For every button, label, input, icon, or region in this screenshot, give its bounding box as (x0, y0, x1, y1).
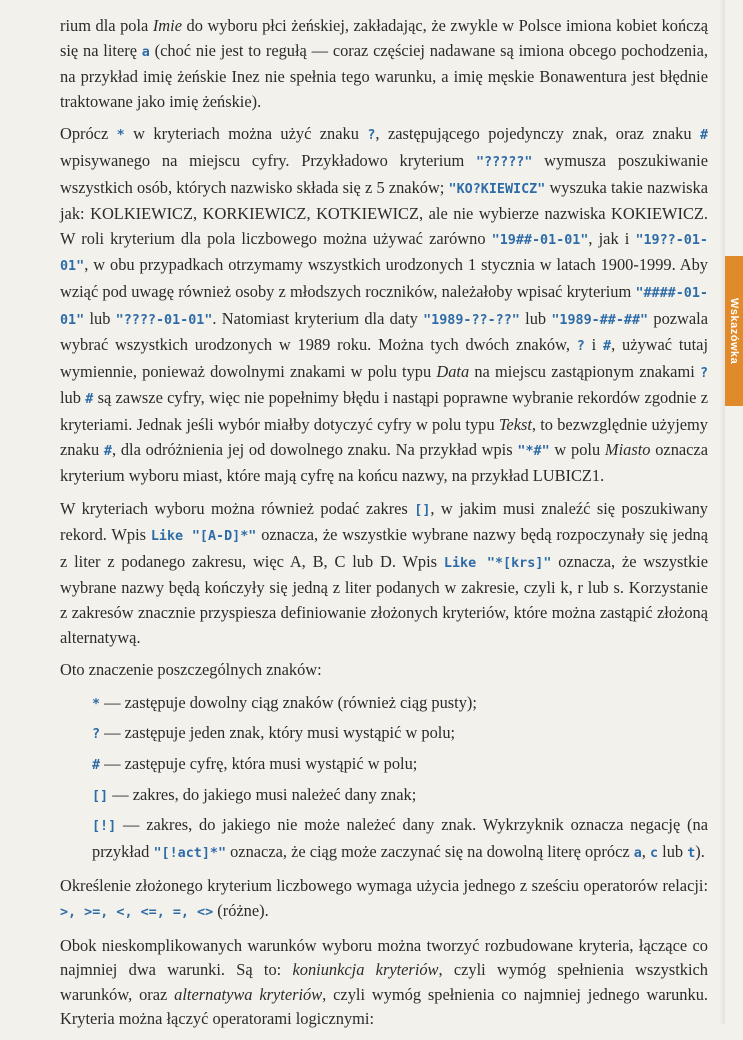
code: "19##-01-01" (491, 232, 589, 248)
code: a (633, 845, 642, 861)
field-name: Miasto (604, 439, 651, 459)
code: # (103, 443, 112, 459)
text: (choć nie jest to regułą — coraz częściej nadawane są imiona obcego pochodzenia, na przykład imię żeńskie Inez nie spełnia tego warunku, a imię męskie Bonawentura jest błędnie traktowane jako imię żeńskie). (60, 40, 709, 111)
symbol: ? (92, 727, 101, 743)
paragraph-4 (60, 658, 708, 683)
text: Obok nieskomplikowanych warunków wyboru można tworzyć rozbudowane kryteria, łączące co najmniej dwa warunki. Są to: (60, 935, 708, 980)
code: a (141, 44, 150, 60)
side-tab (725, 256, 743, 406)
text: pozwala wybrać wszystkich urodzonych w 1989 roku. Można tych dwóch znaków, (60, 308, 708, 355)
symbol: [!] (92, 819, 117, 835)
text: , czyli wymóg spełnienia wszystkich warunków, oraz (60, 960, 708, 1004)
code: "19??-01-01" (60, 232, 708, 275)
code: "*#" (517, 443, 550, 459)
code: t (687, 845, 696, 861)
side-tab-label: Wskazówka (728, 297, 740, 365)
text: , czyli wymóg spełnienia co najmniej jednego warunku. Kryteria można łączyć operatorami logicznymi: (60, 984, 708, 1029)
text: na miejscu zastąpionym znakami (469, 361, 700, 381)
code: ? (699, 365, 708, 381)
text: (różne). (213, 901, 269, 920)
paragraph-2 (60, 122, 708, 488)
symbol-desc: — zastępuje cyfrę, która musi wystąpić w polu; (100, 754, 418, 774)
code: "????-01-01" (115, 312, 213, 328)
code: [] (414, 502, 431, 518)
text: , w obu przypadkach otrzymamy wszystkich urodzonych 1 stycznia w latach 1900-1999. Aby wziąć pod uwagę również osoby z młodszych roczników, należałoby wpisać kryterium (60, 255, 708, 301)
paragraph-3 (60, 497, 708, 651)
text: oznacza, że ciąg może zaczynać się na dowolną literę oprócz (226, 841, 634, 861)
text: , zastępującego pojedynczy znak, oraz znaku (375, 124, 700, 144)
text: , jak i (588, 228, 636, 248)
code: "####-01-01" (60, 285, 708, 328)
text: do wyboru płci żeńskiej, zakładając, że zwykle w Polsce imiona kobiet kończą się na literę (60, 16, 708, 60)
code: c (650, 845, 659, 861)
symbol-desc: — zakres, do jakiego musi należeć dany znak; (108, 784, 417, 804)
term: koniunkcja kryteriów (292, 960, 439, 980)
code: ? (576, 339, 585, 355)
code: # (699, 128, 709, 144)
text: w kryteriach można użyć znaku (124, 124, 368, 144)
text: . Natomiast kryterium dla daty (212, 308, 424, 328)
text: rium dla pola (60, 16, 153, 35)
code: "1989-##-##" (551, 312, 649, 328)
code: Like "*[krs]" (443, 555, 552, 571)
code: "1989-??-??" (423, 312, 520, 328)
list-item (92, 783, 708, 810)
list-item (92, 691, 708, 718)
symbol: * (92, 696, 101, 712)
code: >, >=, <, <=, =, <> (60, 905, 214, 920)
text: lub (84, 308, 116, 328)
list-item (92, 752, 708, 779)
text: , używać tutaj wymiennie, ponieważ dowolnymi znakami w polu typu (60, 335, 709, 381)
paragraph-1 (60, 14, 708, 114)
field-type: Tekst (498, 414, 532, 434)
page-content (60, 14, 708, 1040)
symbol-desc: — zastępuje dowolny ciąg znaków (również ciąg pusty); (100, 692, 477, 712)
symbol: [] (92, 788, 109, 804)
text: lub (519, 308, 552, 328)
code: ? (367, 128, 376, 144)
text: , dla odróżnienia jej od dowolnego znaku. Na przykład wpis (111, 439, 518, 459)
text: ). (695, 841, 705, 861)
text: Oto znaczenie poszczególnych znaków: (60, 660, 322, 680)
field-type: Data (436, 361, 470, 381)
code: # (85, 392, 94, 408)
list-item (92, 813, 708, 866)
text: Określenie złożonego kryterium liczbowego wymaga użycia jednego z sześciu operatorów relacji: (60, 876, 708, 896)
text: wymusza poszukiwanie wszystkich osób, których nazwisko składa się z 5 znaków; (60, 150, 708, 197)
text: lub (658, 841, 688, 861)
symbol-list (60, 691, 708, 867)
text: są zawsze cyfry, więc nie popełnimy błędu i nastąpi poprawne wybranie rekordów zgodnie z kryteriami. Jednak jeśli wybór miałby dotyczyć cyfry w polu typu (60, 388, 709, 434)
text: , (641, 841, 650, 861)
text: wyszuka takie nazwiska jak: KOLKIEWICZ, KORKIEWICZ, KOTKIEWICZ, ale nie wybierze nazwiska KOKIEWICZ. W roli kryterium dla pola liczbowego można używać zarówno (60, 177, 708, 248)
code: "KO?KIEWICZ" (448, 181, 546, 197)
text: oznacza, że wszystkie wybrane nazwy będą kończyły się jedną z liter podanych w zakresie, czyli k, r lub s. Korzystanie z zakresów znacznie przyspiesza definiowanie złożonych kryteriów, które można zastąpić złożoną alternatywą. (60, 551, 708, 647)
list-item (92, 721, 708, 748)
code: * (116, 128, 125, 144)
term: alternatywa kryteriów (174, 984, 323, 1004)
text: i (584, 335, 604, 355)
symbol: # (92, 758, 101, 774)
code: "?????" (475, 154, 533, 170)
text: oznacza kryterium wyboru miast, które mają cyfrę na końcu nazwy, na przykład LUBICZ1. (60, 439, 708, 486)
symbol-desc: — zastępuje jeden znak, który musi wystąpić w polu; (100, 723, 456, 743)
code: # (603, 339, 612, 355)
code: "[!act]*" (153, 845, 227, 861)
text: Oprócz (60, 124, 117, 144)
field-name: Imie (152, 16, 182, 35)
text: w polu (549, 439, 605, 459)
text: W kryteriach wyboru można również podać zakres (60, 498, 415, 518)
text: , to bezwzględnie użyjemy znaku (60, 414, 708, 459)
text: — zakres, do jakiego nie może należeć dany znak. Wykrzyknik oznacza negację (na przykład (92, 815, 708, 861)
text: , w jakim musi znaleźć się poszukiwany rekord. Wpis (60, 498, 709, 545)
text: wpisywanego na miejscu cyfry. Przykładowo kryterium (60, 150, 476, 170)
text: oznacza, że wszystkie wybrane nazwy będą rozpoczynały się jedną z liter z podanego zakresu, więc A, B, C lub D. Wpis (60, 525, 708, 571)
paragraph-6 (60, 934, 708, 1032)
paragraph-5 (60, 874, 708, 925)
page-edge-shadow (719, 0, 725, 1024)
text: lub (60, 388, 86, 408)
code: Like "[A-D]*" (150, 529, 257, 545)
